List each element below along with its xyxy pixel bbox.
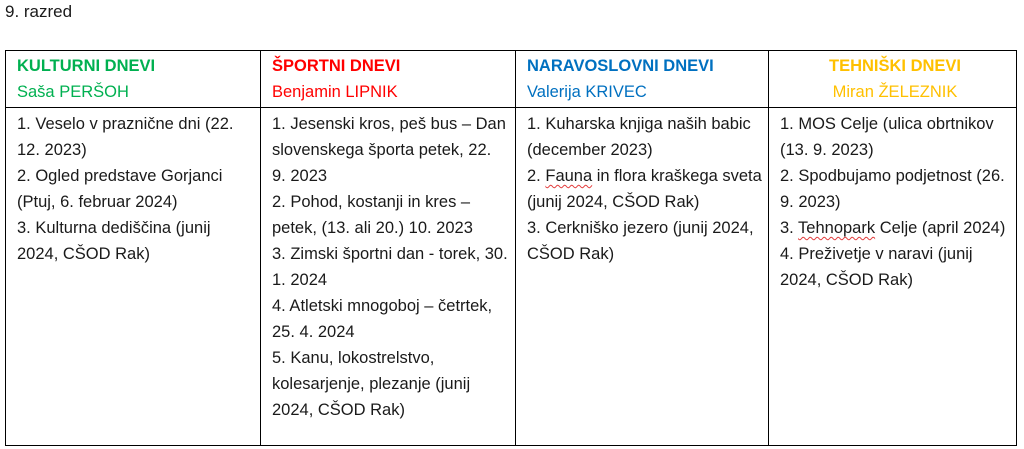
column-title: TEHNIŠKI DNEVI (828, 57, 962, 75)
list-cell-sportni (261, 108, 516, 446)
header-cell-sportni (261, 51, 516, 108)
column-teacher: Miran ŽELEZNIK (832, 83, 958, 101)
list-item: 3. Zimski športni dan - torek, 30. 1. 2024 (272, 245, 508, 289)
spellcheck-mark: Tehnopark (798, 219, 876, 237)
column-teacher: Benjamin LIPNIK (272, 83, 398, 101)
table-header-row (6, 51, 1017, 108)
column-title: ŠPORTNI DNEVI (272, 57, 401, 75)
list-item: 2. Pohod, kostanji in kres – petek, (13. ali 20.) 10. 2023 (272, 193, 473, 237)
list-item: 2. Spodbujamo podjetnost (26. 9. 2023) (780, 167, 1005, 211)
page-title: 9. razred (5, 2, 73, 21)
header-cell-naravoslovni (516, 51, 769, 108)
list-cell-naravoslovni (516, 108, 769, 446)
list-item: 4. Preživetje v naravi (junij 2024, CŠOD Rak) (780, 245, 973, 289)
header-cell-tehniski (769, 51, 1017, 108)
list-item: 1. Kuharska knjiga naših babic (december 2023) (527, 115, 751, 159)
list-item: 2. Ogled predstave Gorjanci (Ptuj, 6. februar 2024) (17, 167, 223, 211)
activity-days-table (5, 50, 1017, 446)
list-item: 1. MOS Celje (ulica obrtnikov (13. 9. 2023) (780, 115, 994, 159)
spellcheck-mark: Fauna (545, 167, 593, 185)
list-item: 2. Fauna in flora kraškega sveta (junij 2024, CŠOD Rak) (527, 167, 762, 211)
list-cell-kulturni (6, 108, 261, 446)
column-title: NARAVOSLOVNI DNEVI (527, 57, 714, 75)
list-item: 1. Veselo v praznične dni (22. 12. 2023) (17, 115, 234, 159)
column-title: KULTURNI DNEVI (17, 57, 156, 75)
list-cell-tehniski (769, 108, 1017, 446)
list-item: 3. Cerkniško jezero (junij 2024, CŠOD Rak) (527, 219, 754, 263)
list-item: 5. Kanu, lokostrelstvo, kolesarjenje, plezanje (junij 2024, CŠOD Rak) (272, 349, 471, 419)
column-teacher: Valerija KRIVEC (527, 83, 647, 101)
list-item: 4. Atletski mnogoboj – četrtek, 25. 4. 2024 (272, 297, 493, 341)
column-teacher: Saša PERŠOH (17, 83, 129, 101)
list-item: 1. Jesenski kros, peš bus – Dan slovenskega športa petek, 22. 9. 2023 (272, 115, 506, 185)
table-body-row (6, 108, 1017, 446)
header-cell-kulturni (6, 51, 261, 108)
list-item: 3. Tehnopark Celje (april 2024) (780, 219, 1006, 237)
list-item: 3. Kulturna dediščina (junij 2024, CŠOD Rak) (17, 219, 211, 263)
